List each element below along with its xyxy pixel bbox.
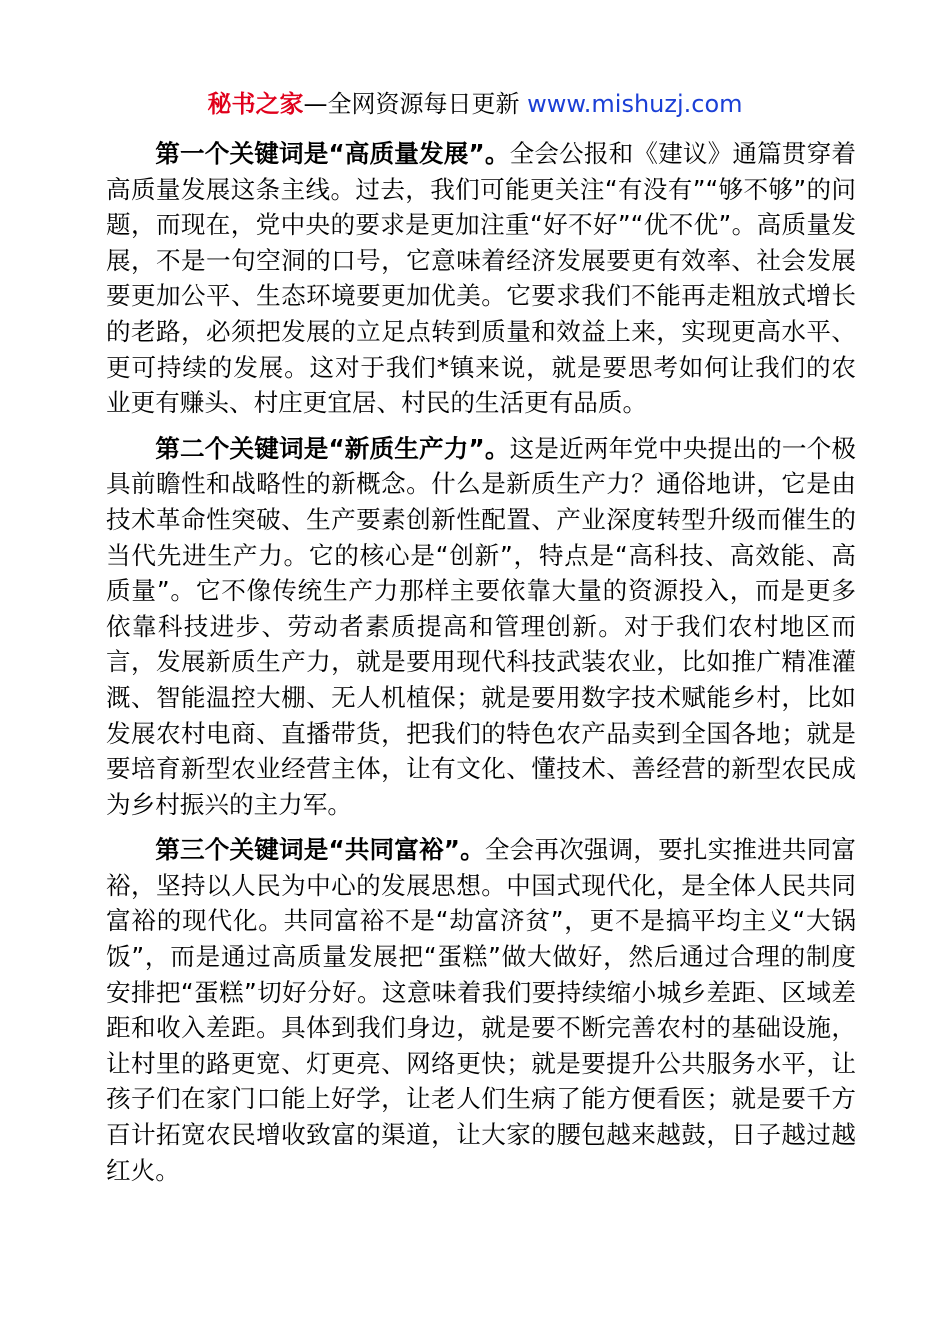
paragraph-text: 全会再次强调，要扎实推进共同富裕，坚持以人民为中心的发展思想。中国式现代化，是全体人民共同富裕的现代化。共同富裕不是“劫富济贫”，更不是搞平均主义“大锅饭”，而是通过高质量发展把“蛋糕”做大做好，然后通过合理的制度安排把“蛋糕”切好分好。这意味着我们要持续缩小城乡差距、区域差距和收入差距。具体到我们身边，就是要不断完善农村的基础设施，让村里的路更宽、灯更亮、网络更快；就是要提升公共服务水平，让孩子们在家门口能上好学，让老人们生病了能方便看医；就是要千方百计拓宽农民增收致富的渠道，让大家的腰包越来越鼓，日子越过越红火。 xyxy=(106,835,856,1185)
document-body xyxy=(106,136,856,1198)
header-tagline: —全网资源每日更新 xyxy=(303,90,528,118)
paragraph-keyword: 第二个关键词是“新质生产力”。 xyxy=(155,433,510,463)
paragraph-common-prosperity xyxy=(106,832,856,1188)
paragraph-text: 这是近两年党中央提出的一个极具前瞻性和战略性的新概念。什么是新质生产力？通俗地讲，它是由技术革命性突破、生产要素创新性配置、产业深度转型升级而催生的当代先进生产力。它的核心是“创新”，特点是“高科技、高效能、高质量”。它不像传统生产力那样主要依靠大量的资源投入，而是更多依靠科技进步、劳动者素质提高和管理创新。对于我们农村地区而言，发展新质生产力，就是要用现代科技武装农业，比如推广精准灌溉、智能温控大棚、无人机植保；就是要用数字技术赋能乡村，比如发展农村电商、直播带货，把我们的特色农产品卖到全国各地；就是要培育新型农业经营主体，让有文化、懂技术、善经营的新型农民成为乡村振兴的主力军。 xyxy=(106,433,856,819)
paragraph-text: 全会公报和《建议》通篇贯穿着高质量发展这条主线。过去，我们可能更关注“有没有”“够不够”的问题，而现在，党中央的要求是更加注重“好不好”“优不优”。高质量发展，不是一句空洞的口号，它意味着经济发展要更有效率、社会发展要更加公平、生态环境要更加优美。它要求我们不能再走粗放式增长的老路，必须把发展的立足点转到质量和效益上来，实现更高水平、更可持续的发展。这对于我们*镇来说，就是要思考如何让我们的农业更有赚头、村庄更宜居、村民的生活更有品质。 xyxy=(106,139,856,418)
paragraph-keyword: 第一个关键词是“高质量发展”。 xyxy=(155,139,510,168)
paragraph-high-quality-development xyxy=(106,136,856,421)
page-header xyxy=(0,86,950,122)
paragraph-new-quality-productivity xyxy=(106,431,856,823)
header-brand: 秘书之家 xyxy=(207,90,304,118)
paragraph-keyword: 第三个关键词是“共同富裕”。 xyxy=(155,835,485,865)
header-site-link[interactable]: www.mishuzj.com xyxy=(527,90,743,118)
